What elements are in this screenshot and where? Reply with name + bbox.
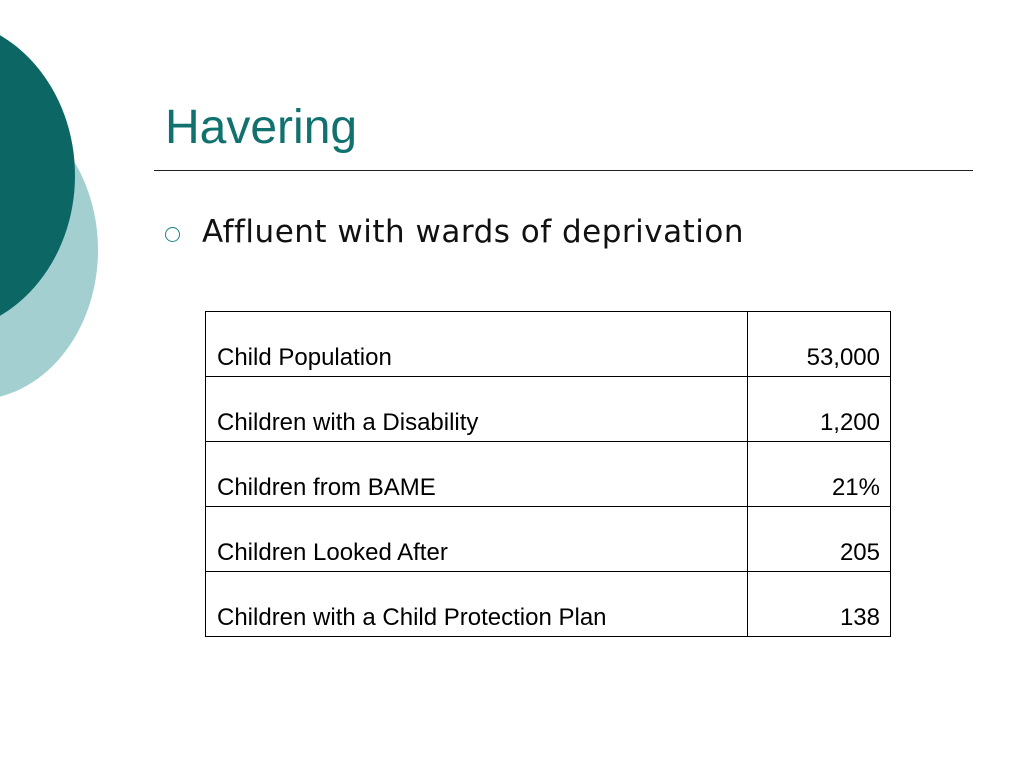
table-row (206, 312, 891, 377)
row-label: Children from BAME (206, 442, 748, 507)
bullet-text: Affluent with wards of deprivation (202, 214, 745, 250)
row-value: 21% (748, 442, 891, 507)
table-row (206, 377, 891, 442)
table-row (206, 572, 891, 637)
bullet-item (165, 208, 744, 256)
table-row (206, 442, 891, 507)
table-row (206, 507, 891, 572)
row-label: Children with a Child Protection Plan (206, 572, 748, 637)
row-value: 53,000 (748, 312, 891, 377)
bullet-ring-icon (165, 227, 180, 242)
title-divider (154, 170, 973, 171)
row-label: Child Population (206, 312, 748, 377)
row-value: 138 (748, 572, 891, 637)
row-value: 1,200 (748, 377, 891, 442)
row-label: Children Looked After (206, 507, 748, 572)
row-value: 205 (748, 507, 891, 572)
slide-title: Havering (165, 101, 358, 154)
statistics-table (205, 311, 891, 637)
row-label: Children with a Disability (206, 377, 748, 442)
